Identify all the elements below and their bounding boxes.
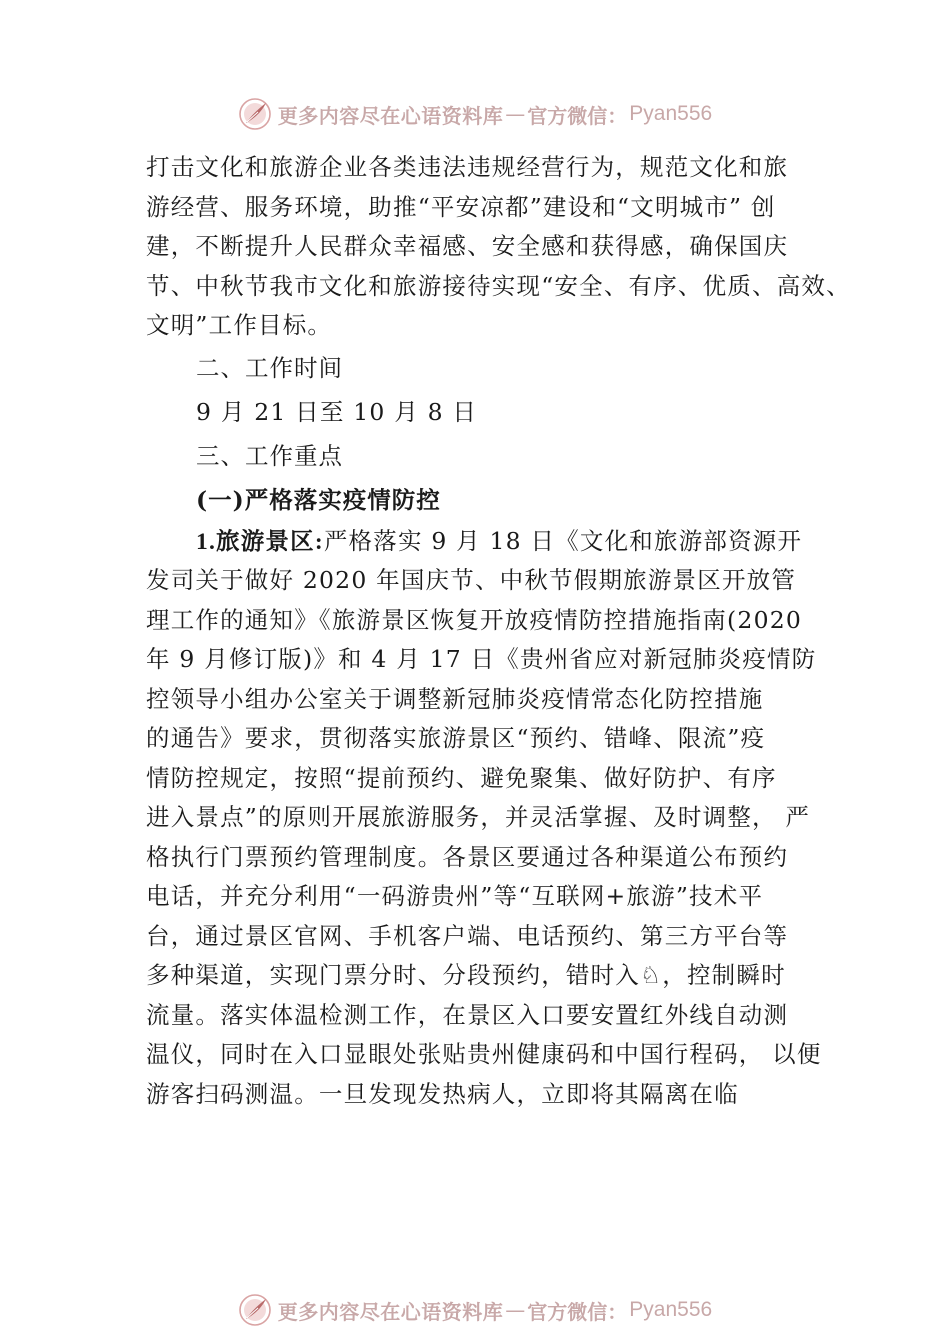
text-line: 文明”工作目标。 — [146, 311, 333, 339]
watermark-brand: 更多内容尽在心语资料库 — [277, 1299, 504, 1324]
watermark-handle: Pyan556 — [629, 102, 713, 125]
text-line: 打击文化和旅游企业各类违法违规经营行为，规范文化和旅 — [146, 153, 789, 181]
watermark-separator: — — [505, 102, 526, 126]
text-line: 温仪，同时在入口显眼处张贴贵州健康码和中国行程码， 以便 — [146, 1040, 822, 1068]
text-line: 游客扫码测温。一旦发现发热病人，立即将其隔离在临 — [146, 1079, 739, 1108]
watermark-banner-top — [0, 94, 950, 134]
text-line: 发司关于做好 2020 年国庆节、中秋节假期旅游景区开放管 — [146, 566, 797, 594]
text-line: 建，不断提升人民群众幸福感、安全感和获得感，确保国庆 — [146, 232, 789, 260]
watermark-brand: 更多内容尽在心语资料库 — [277, 103, 504, 128]
watermark-banner-bottom — [0, 1290, 950, 1330]
text-line: 台，通过景区官网、手机客户端、电话预约、第三方平台等 — [146, 921, 789, 950]
section-heading-work-focus: 三、工作重点 — [196, 441, 343, 470]
work-time-dates: 9 月 21 日至 10 月 8 日 — [196, 397, 478, 426]
text-line: 理工作的通知》《旅游景区恢复开放疫情防控措施指南(2020 — [146, 605, 803, 634]
text-line: 年 9 月修订版)》和 4 月 17 日《贵州省应对新冠肺炎疫情防 — [146, 645, 817, 673]
text-line: 进入景点”的原则开展旅游服务，并灵活掌握、及时调整， 严 — [146, 803, 811, 831]
item1-first-line-text: 严格落实 9 月 18 日《文化和旅游部资源开 — [323, 526, 803, 555]
text-line: 节、中秋节我市文化和旅游接待实现“安全、有序、优质、高效、 — [146, 271, 851, 300]
text-line: 电话，并充分利用“一码游贵州”等“互联网+旅游”技术平 — [146, 882, 764, 910]
feather-logo-icon — [238, 1293, 272, 1327]
text-line: 多种渠道，实现门票分时、分段预约，错时入♘，控制瞬时 — [146, 961, 786, 989]
feather-logo-icon — [238, 97, 272, 131]
item1-first-line — [146, 522, 826, 562]
text-line: 情防控规定，按照“提前预约、避免聚集、做好防护、有序 — [146, 763, 777, 792]
subsection-heading-epidemic-control: (一)严格落实疫情防控 — [196, 485, 441, 514]
text-line: 的通告》要求，贯彻落实旅游景区“预约、错峰、限流”疫 — [146, 724, 766, 752]
watermark-handle: Pyan556 — [629, 1298, 713, 1321]
watermark-wechat-label: 官方微信： — [527, 103, 628, 128]
text-line: 控领导小组办公室关于调整新冠肺炎疫情常态化防控措施 — [146, 684, 764, 713]
item1-lead: 1.旅游景区: — [196, 528, 324, 555]
watermark-wechat-label: 官方微信： — [527, 1299, 628, 1324]
text-line: 格执行门票预约管理制度。各景区要通过各种渠道公布预约 — [146, 842, 789, 871]
text-line: 游经营、服务环境，助推“平安凉都”建设和“文明城市” 创 — [146, 192, 776, 221]
document-body — [146, 148, 851, 1114]
text-line: 流量。落实体温检测工作，在景区入口要安置红外线自动测 — [146, 1000, 789, 1029]
section-heading-work-time: 二、工作时间 — [196, 353, 343, 382]
watermark-separator: — — [505, 1298, 526, 1322]
